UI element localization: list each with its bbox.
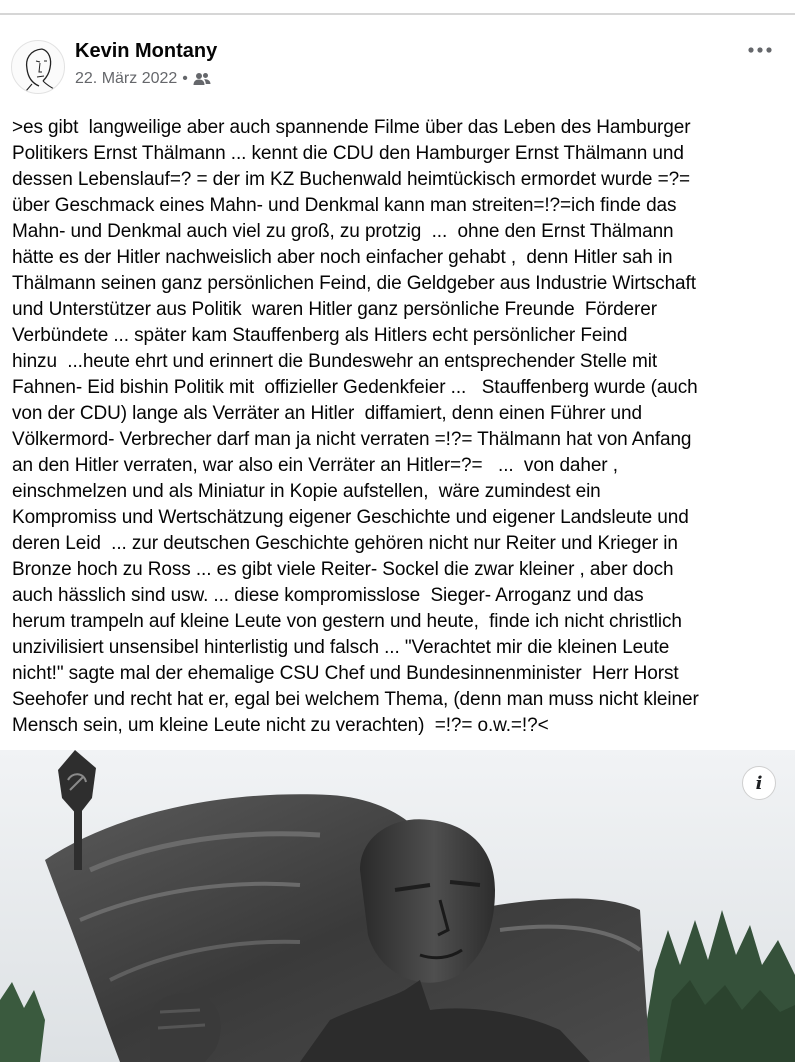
post-header (0, 30, 795, 100)
post-photo[interactable] (0, 750, 795, 1062)
info-button[interactable] (742, 766, 776, 800)
post-date[interactable]: 22. März 2022 (75, 70, 178, 87)
post-text: >es gibt langweilige aber auch spannende Filme über das Leben des Hamburger Politikers Ernst Thälmann ... kennt die CDU den Hamburger Ernst Thälmann und dessen Lebenslauf=? = der im KZ Buchenwald heimtückisch ermordet wurde =?= über Geschmack eines Mahn- und Denkmal kann man streiten=!?=ich finde das Mahn- und Denkmal auch viel zu groß, zu protzig ... ohne den Ernst Thälmann hätte es der Hitler nachweislich aber noch einfacher gehabt , denn Hitler sah in Thälmann seinen ganz persönlichen Feind, die Geldgeber aus Industrie Wirtschaft und Unterstützer aus Politik waren Hitler ganz persönliche Freunde Förderer Verbündete ... später kam Stauffenberg als Hitlers echt persönlicher Feind hinzu ...heute ehrt und erinnert die Bundeswehr an entsprechender Stelle mit Fahnen- Eid bishin Politik mit offizieller Gedenkfeier ... Stauffenberg wurde (auch von der CDU) lange als Verräter an Hitler diffamiert, denn einen Führer und Völkermord- Verbrecher darf man ja nicht verraten =!?= Thälmann hat von Anfang an den Hitler verraten, war also ein Verräter an Hitler=?= ... von daher , einschmelzen und als Miniatur in Kopie aufstellen, wäre zumindest ein Kompromiss und Wertschätzung eigener Geschichte und eigener Landsleute und deren Leid ... zur deutschen Geschichte gehören nicht nur Reiter und Krieger in Bronze hoch zu Ross ... es gibt viele Reiter- Sockel die zwar kleiner , aber doch auch hässlich sind usw. ... diese kompromisslose Sieger- Arroganz und das herum trampeln auf kleine Leute von gestern und heute, finde ich nicht christlich unzivilisiert unsensibel hinterlistig und falsch ... "Verachtet mir die kleinen Leute nicht!" sagte mal der ehemalige CSU Chef und Bundesinnenminister Herr Horst Seehofer und recht hat er, egal bei welchem Thema, (denn man muss nicht kleiner Mensch sein, um kleine Leute nicht zu verachten) =!?= o.w.=!?< (12, 117, 699, 736)
more-options-button[interactable] (740, 38, 780, 62)
avatar-sketch-icon (12, 41, 64, 93)
meta-separator: • (182, 70, 188, 87)
monument-photo (0, 750, 795, 1062)
author-name[interactable]: Kevin Montany (75, 40, 218, 62)
avatar[interactable] (11, 40, 65, 94)
info-icon: i (755, 772, 763, 794)
post-meta (75, 70, 211, 88)
friends-icon[interactable] (193, 72, 211, 86)
top-divider (0, 13, 795, 15)
more-horizontal-icon (748, 47, 772, 53)
